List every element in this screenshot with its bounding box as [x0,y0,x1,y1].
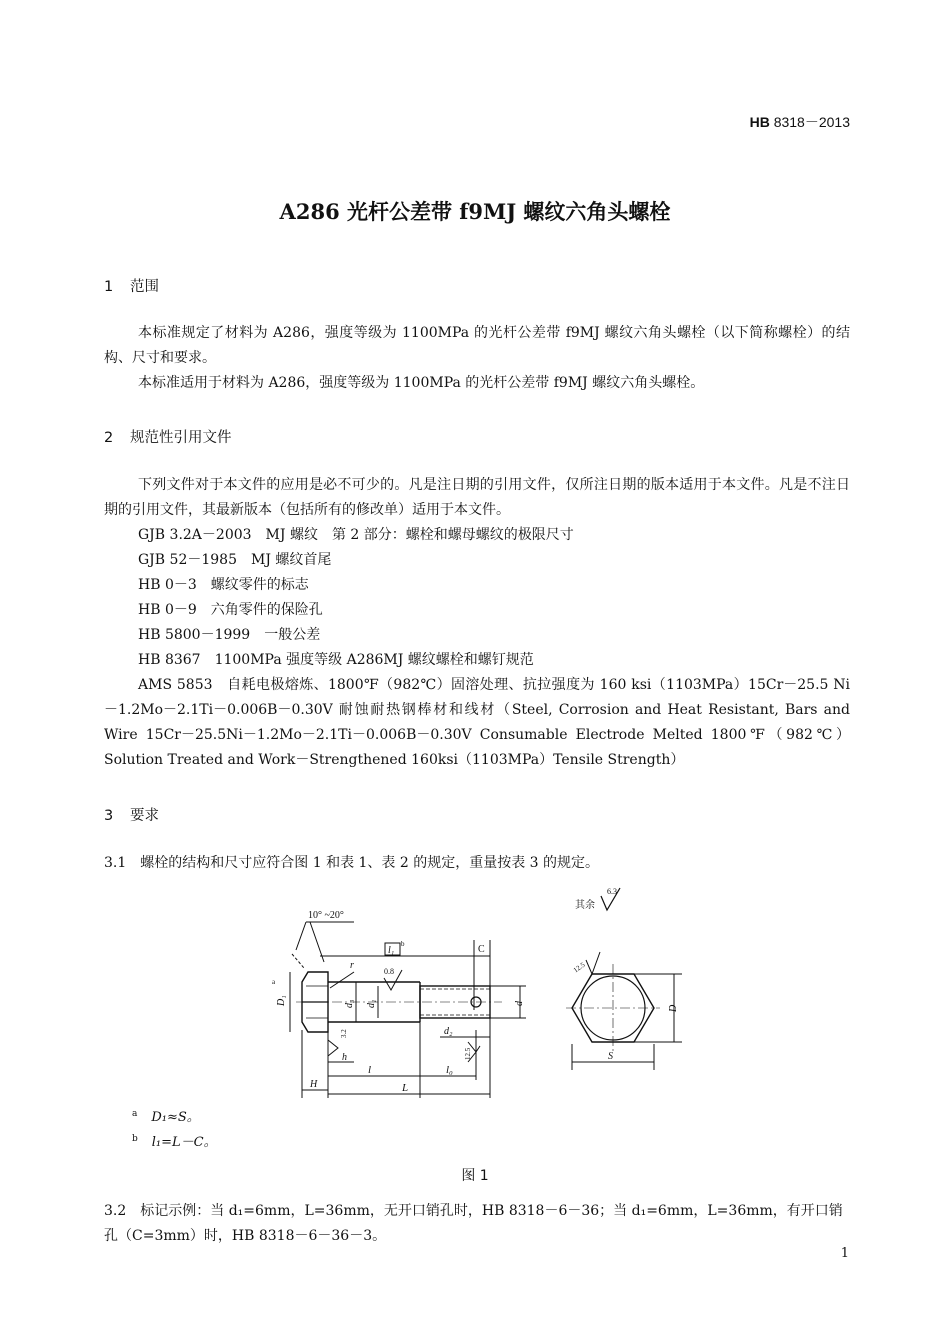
bolt-drawing [270,880,690,1102]
svg-text:12.5: 12.5 [571,960,587,975]
references-intro: 下列文件对于本文件的应用是必不可少的。凡是注日期的引用文件，仅所注日期的版本适用于本文件。凡是不注日期的引用文件，其最新版本（包括所有的修改单）适用于本文件。 [104,477,850,518]
svg-text:12.5: 12.5 [464,1047,472,1060]
svg-text:d₁: d₁ [366,999,377,1008]
svg-text:l: l [368,1064,372,1076]
svg-text:S: S [608,1051,613,1062]
angle-label: 10° ~20° [308,910,344,921]
reference-item: HB 0－9 六角零件的保险孔 [138,602,323,618]
figure-caption: 图 1 [461,1168,489,1184]
document-title: A286 光杆公差带 f9MJ 螺纹六角头螺栓 [279,199,671,224]
reference-item: HB 5800－1999 一般公差 [138,627,321,643]
standard-number: HB 8318－2013 [749,114,850,130]
reference-item: HB 0－3 螺纹零件的标志 [138,577,309,593]
reference-item: GJB 52－1985 MJ 螺纹首尾 [138,552,332,568]
clause-3-2: 3.2 标记示例：当 d₁=6mm，L=36mm，无开口销孔时，HB 8318－6－36；当 d₁=6mm，L=36mm，有开口销孔（C=3mm）时，HB 8318－6－36－3。 [104,1203,843,1244]
page-number: 1 [840,1246,849,1261]
section-heading-references: 2 规范性引用文件 [104,430,232,446]
roughness-main: 6.3 [607,887,617,896]
reference-item-ams: AMS 5853 自耗电极熔炼、1800℉（982℃）固溶处理、抗拉强度为 160 ksi（1103MPa）15Cr－25.5 Ni－1.2Mo－2.1Ti－0.006B－0.30V 耐蚀耐热钢棒材和线材（Steel, Corrosion and Heat Resistant, Bars and Wire 15Cr－25.5Ni－1.2Mo－2.1Ti－0.006B－0.30V Consumable Electrode Melted 1800℉（982℃）Solution Treated and Work－Strengthened 160ksi（1103MPa）Tensile Strength） [104,677,850,768]
label-l1: l₁ [388,945,395,956]
svg-text:d₃: d₃ [344,999,355,1008]
reference-item: GJB 3.2A－2003 MJ 螺纹 第 2 部分：螺栓和螺母螺纹的极限尺寸 [138,527,574,543]
svg-text:b: b [401,940,405,948]
svg-text:L: L [402,1082,409,1094]
svg-text:h: h [342,1052,347,1063]
svg-text:r: r [350,960,354,971]
rest-label: 其余 [575,900,595,911]
reference-list [138,523,850,673]
section-heading-scope: 1 范围 [104,279,159,295]
scope-paragraph: 本标准适用于材料为 A286，强度等级为 1100MPa 的光杆公差带 f9MJ 螺纹六角头螺栓。 [138,375,705,391]
svg-text:D: D [668,1004,679,1012]
svg-text:d: d [514,1001,525,1006]
svg-text:C: C [478,944,485,955]
figure-note: $^a$ D₁≈S。 [132,1108,200,1125]
svg-text:d₂: d₂ [444,1026,453,1037]
clause-3-1: 3.1 螺栓的结构和尺寸应符合图 1 和表 1、表 2 的规定，重量按表 3 的规定。 [104,855,600,871]
svg-text:0.8: 0.8 [384,967,394,976]
reference-item: HB 8367 1100MPa 强度等级 A286MJ 螺纹螺栓和螺钉规范 [138,652,534,668]
svg-text:l₀: l₀ [446,1064,453,1076]
svg-text:3.2: 3.2 [340,1029,348,1038]
scope-text [104,321,850,396]
svg-text:D₁: D₁ [276,995,287,1006]
scope-paragraph: 本标准规定了材料为 A286，强度等级为 1100MPa 的光杆公差带 f9MJ 螺纹六角头螺栓（以下简称螺栓）的结构、尺寸和要求。 [104,325,850,366]
figure-note: $^b$ l₁=L－C。 [132,1133,217,1150]
svg-text:H: H [310,1079,318,1090]
svg-text:a: a [272,978,276,986]
section-heading-requirements: 3 要求 [104,808,159,824]
